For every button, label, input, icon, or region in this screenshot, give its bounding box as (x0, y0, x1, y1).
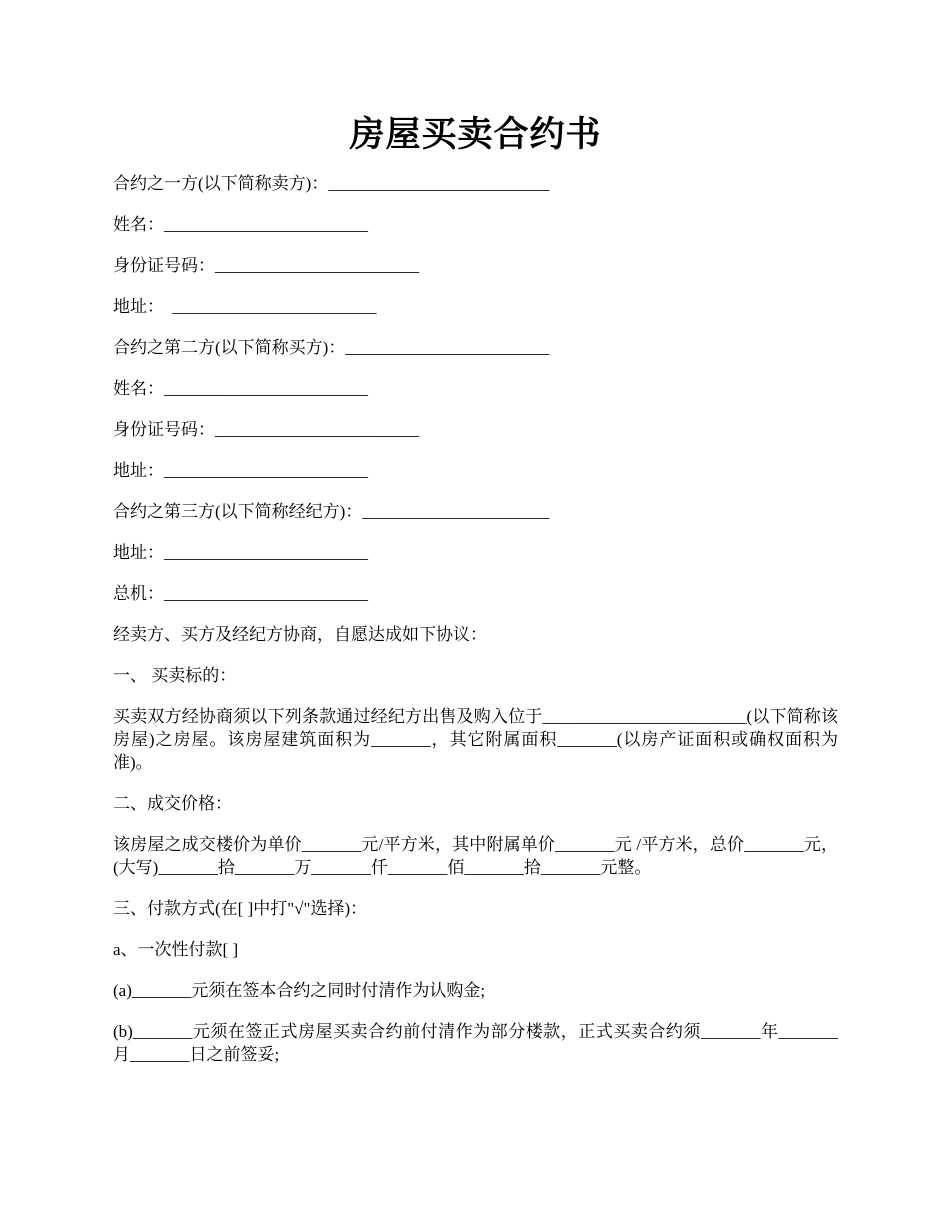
section-3-heading: 三、付款方式(在[ ]中打"√"选择)： (113, 899, 368, 918)
seller-address: 地址： ________________________ (113, 297, 377, 316)
section-2-heading: 二、成交价格： (113, 794, 232, 813)
section-1-heading: 一、 买卖标的： (113, 666, 237, 685)
buyer-header: 合约之第二方(以下简称买方)：________________________ (113, 338, 550, 357)
buyer-name: 姓名：________________________ (113, 379, 368, 398)
agent-address: 地址：________________________ (113, 543, 368, 562)
section-2-body: 该房屋之成交楼价为单价_______元/平方米，其中附属单价_______元 /平方米，总价_______元，(大写)_______拾_______万_______仟_______佰_______拾_______元整。 (113, 835, 838, 877)
document-title: 房屋买卖合约书 (349, 115, 602, 154)
document-body (113, 172, 838, 1066)
buyer-address: 地址：________________________ (113, 461, 368, 480)
payment-item-a: (a)_______元须在签本合约之同时付清作为认购金; (113, 981, 486, 1000)
agreement-intro: 经卖方、买方及经纪方协商，自愿达成如下协议： (113, 625, 487, 644)
agent-header: 合约之第三方(以下简称经纪方)：______________________ (113, 502, 550, 521)
seller-name: 姓名：________________________ (113, 215, 368, 234)
payment-option-a: a、一次性付款[ ] (113, 940, 239, 959)
seller-id-number: 身份证号码：________________________ (113, 256, 419, 275)
buyer-id-number: 身份证号码：________________________ (113, 420, 419, 439)
payment-item-b: (b)_______元须在签正式房屋买卖合约前付清作为部分楼款，正式买卖合约须_______年_______月_______日之前签妥; (113, 1022, 838, 1064)
section-1-body: 买卖双方经协商须以下列条款通过经纪方出售及购入位于________________________(以下简称该房屋)之房屋。该房屋建筑面积为_______，其它附属面积_______(以房产证面积或确权面积为准)。 (113, 707, 838, 772)
agent-phone: 总机：________________________ (113, 584, 368, 603)
seller-header: 合约之一方(以下简称卖方)：__________________________ (113, 174, 550, 193)
